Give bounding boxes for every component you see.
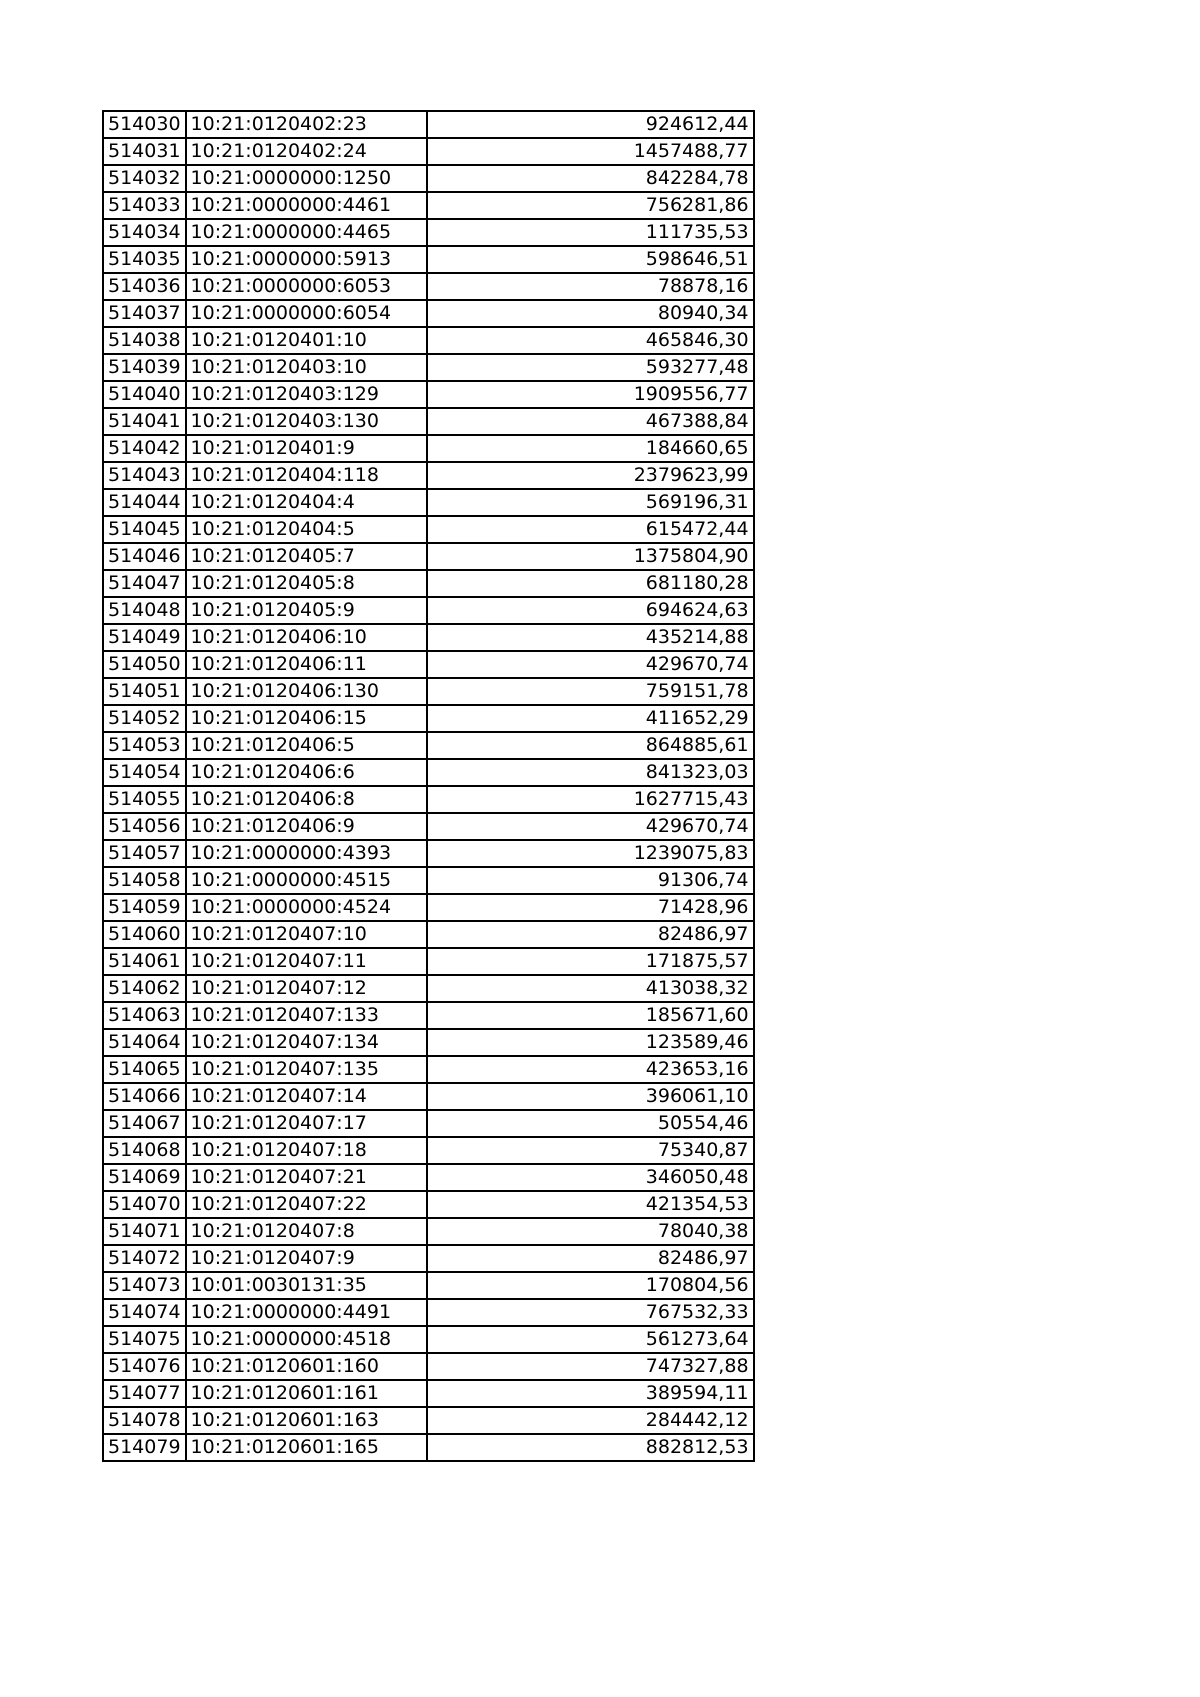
cadastral-number-cell: 10:21:0120601:160: [186, 1353, 427, 1380]
value-cell: 71428,96: [427, 894, 754, 921]
value-cell: 411652,29: [427, 705, 754, 732]
value-cell: 171875,57: [427, 948, 754, 975]
cadastral-number-cell: 10:21:0120401:9: [186, 435, 427, 462]
table-row: [103, 732, 754, 759]
cadastral-number-cell: 10:21:0120405:8: [186, 570, 427, 597]
cadastral-number-cell: 10:21:0120406:15: [186, 705, 427, 732]
cadastral-number-cell: 10:21:0120406:5: [186, 732, 427, 759]
row-id-cell: 514036: [103, 273, 186, 300]
cadastral-number-cell: 10:21:0120407:9: [186, 1245, 427, 1272]
row-id-cell: 514056: [103, 813, 186, 840]
cadastral-number-cell: 10:21:0120403:130: [186, 408, 427, 435]
cadastral-number-cell: 10:21:0120407:14: [186, 1083, 427, 1110]
value-cell: 2379623,99: [427, 462, 754, 489]
value-cell: 346050,48: [427, 1164, 754, 1191]
table-row: [103, 813, 754, 840]
row-id-cell: 514065: [103, 1056, 186, 1083]
cadastral-number-cell: 10:21:0000000:4524: [186, 894, 427, 921]
table-row: [103, 840, 754, 867]
value-cell: 569196,31: [427, 489, 754, 516]
row-id-cell: 514030: [103, 111, 186, 138]
value-cell: 185671,60: [427, 1002, 754, 1029]
row-id-cell: 514051: [103, 678, 186, 705]
value-cell: 598646,51: [427, 246, 754, 273]
row-id-cell: 514038: [103, 327, 186, 354]
cadastral-number-cell: 10:21:0120406:8: [186, 786, 427, 813]
table-row: [103, 1353, 754, 1380]
row-id-cell: 514079: [103, 1434, 186, 1461]
table-row: [103, 948, 754, 975]
value-cell: 842284,78: [427, 165, 754, 192]
row-id-cell: 514034: [103, 219, 186, 246]
value-cell: 423653,16: [427, 1056, 754, 1083]
table-row: [103, 1407, 754, 1434]
cadastral-number-cell: 10:21:0120402:24: [186, 138, 427, 165]
table-row: [103, 597, 754, 624]
row-id-cell: 514037: [103, 300, 186, 327]
table-row: [103, 1002, 754, 1029]
cadastral-number-cell: 10:21:0120407:21: [186, 1164, 427, 1191]
table-row: [103, 165, 754, 192]
row-id-cell: 514067: [103, 1110, 186, 1137]
value-cell: 78878,16: [427, 273, 754, 300]
cadastral-number-cell: 10:21:0120407:8: [186, 1218, 427, 1245]
row-id-cell: 514050: [103, 651, 186, 678]
cadastral-number-cell: 10:21:0120404:5: [186, 516, 427, 543]
cadastral-number-cell: 10:21:0120404:4: [186, 489, 427, 516]
value-cell: 759151,78: [427, 678, 754, 705]
value-cell: 882812,53: [427, 1434, 754, 1461]
table-row: [103, 651, 754, 678]
cadastral-number-cell: 10:21:0120601:161: [186, 1380, 427, 1407]
table-row: [103, 219, 754, 246]
row-id-cell: 514032: [103, 165, 186, 192]
cadastral-number-cell: 10:21:0000000:4393: [186, 840, 427, 867]
cadastral-number-cell: 10:21:0000000:6054: [186, 300, 427, 327]
table-row: [103, 246, 754, 273]
table-row: [103, 516, 754, 543]
row-id-cell: 514052: [103, 705, 186, 732]
row-id-cell: 514043: [103, 462, 186, 489]
cadastral-number-cell: 10:21:0000000:4518: [186, 1326, 427, 1353]
table-row: [103, 975, 754, 1002]
cadastral-number-cell: 10:21:0120401:10: [186, 327, 427, 354]
cadastral-number-cell: 10:21:0120406:9: [186, 813, 427, 840]
row-id-cell: 514057: [103, 840, 186, 867]
value-cell: 184660,65: [427, 435, 754, 462]
row-id-cell: 514060: [103, 921, 186, 948]
table-row: [103, 570, 754, 597]
row-id-cell: 514068: [103, 1137, 186, 1164]
value-cell: 841323,03: [427, 759, 754, 786]
row-id-cell: 514059: [103, 894, 186, 921]
table-row: [103, 678, 754, 705]
value-cell: 389594,11: [427, 1380, 754, 1407]
cadastral-number-cell: 10:21:0000000:4465: [186, 219, 427, 246]
table-row: [103, 138, 754, 165]
cadastral-number-cell: 10:21:0120403:129: [186, 381, 427, 408]
cadastral-number-cell: 10:21:0120407:17: [186, 1110, 427, 1137]
cadastral-number-cell: 10:21:0120402:23: [186, 111, 427, 138]
row-id-cell: 514046: [103, 543, 186, 570]
table-row: [103, 489, 754, 516]
value-cell: 1239075,83: [427, 840, 754, 867]
cadastral-number-cell: 10:21:0120601:163: [186, 1407, 427, 1434]
table-row: [103, 624, 754, 651]
cadastral-number-cell: 10:21:0120407:18: [186, 1137, 427, 1164]
value-cell: 50554,46: [427, 1110, 754, 1137]
row-id-cell: 514042: [103, 435, 186, 462]
value-cell: 747327,88: [427, 1353, 754, 1380]
table-row: [103, 1056, 754, 1083]
row-id-cell: 514070: [103, 1191, 186, 1218]
cadastral-number-cell: 10:21:0120407:11: [186, 948, 427, 975]
value-cell: 681180,28: [427, 570, 754, 597]
table-row: [103, 1380, 754, 1407]
row-id-cell: 514049: [103, 624, 186, 651]
row-id-cell: 514064: [103, 1029, 186, 1056]
table-row: [103, 1137, 754, 1164]
table-row: [103, 1110, 754, 1137]
row-id-cell: 514040: [103, 381, 186, 408]
table-row: [103, 1245, 754, 1272]
row-id-cell: 514075: [103, 1326, 186, 1353]
row-id-cell: 514055: [103, 786, 186, 813]
value-cell: 864885,61: [427, 732, 754, 759]
value-cell: 429670,74: [427, 651, 754, 678]
cadastral-number-cell: 10:21:0120407:22: [186, 1191, 427, 1218]
cadastral-number-cell: 10:21:0000000:5913: [186, 246, 427, 273]
table-row: [103, 1272, 754, 1299]
cadastral-number-cell: 10:21:0000000:4515: [186, 867, 427, 894]
value-cell: 123589,46: [427, 1029, 754, 1056]
table-row: [103, 543, 754, 570]
value-cell: 82486,97: [427, 1245, 754, 1272]
value-cell: 1909556,77: [427, 381, 754, 408]
row-id-cell: 514061: [103, 948, 186, 975]
table-row: [103, 1164, 754, 1191]
cadastral-number-cell: 10:21:0120405:9: [186, 597, 427, 624]
table-row: [103, 786, 754, 813]
cadastral-number-cell: 10:21:0000000:6053: [186, 273, 427, 300]
table-row: [103, 462, 754, 489]
row-id-cell: 514033: [103, 192, 186, 219]
value-cell: 429670,74: [427, 813, 754, 840]
cadastral-number-cell: 10:21:0120407:134: [186, 1029, 427, 1056]
row-id-cell: 514053: [103, 732, 186, 759]
value-cell: 1627715,43: [427, 786, 754, 813]
data-table: [102, 110, 755, 1462]
cadastral-number-cell: 10:21:0000000:4461: [186, 192, 427, 219]
value-cell: 80940,34: [427, 300, 754, 327]
table-row: [103, 1434, 754, 1461]
table-row: [103, 381, 754, 408]
cadastral-number-cell: 10:21:0120406:6: [186, 759, 427, 786]
cadastral-number-cell: 10:21:0120405:7: [186, 543, 427, 570]
row-id-cell: 514071: [103, 1218, 186, 1245]
cadastral-number-cell: 10:21:0120407:10: [186, 921, 427, 948]
value-cell: 561273,64: [427, 1326, 754, 1353]
row-id-cell: 514074: [103, 1299, 186, 1326]
value-cell: 767532,33: [427, 1299, 754, 1326]
value-cell: 465846,30: [427, 327, 754, 354]
table-row: [103, 759, 754, 786]
value-cell: 593277,48: [427, 354, 754, 381]
value-cell: 170804,56: [427, 1272, 754, 1299]
table-row: [103, 1191, 754, 1218]
row-id-cell: 514031: [103, 138, 186, 165]
cadastral-number-cell: 10:21:0120601:165: [186, 1434, 427, 1461]
value-cell: 756281,86: [427, 192, 754, 219]
row-id-cell: 514076: [103, 1353, 186, 1380]
value-cell: 78040,38: [427, 1218, 754, 1245]
cadastral-number-cell: 10:21:0120407:135: [186, 1056, 427, 1083]
table-row: [103, 705, 754, 732]
value-cell: 694624,63: [427, 597, 754, 624]
value-cell: 421354,53: [427, 1191, 754, 1218]
row-id-cell: 514078: [103, 1407, 186, 1434]
row-id-cell: 514048: [103, 597, 186, 624]
table-row: [103, 921, 754, 948]
row-id-cell: 514045: [103, 516, 186, 543]
cadastral-number-cell: 10:21:0120403:10: [186, 354, 427, 381]
table-row: [103, 894, 754, 921]
cadastral-number-cell: 10:21:0120406:130: [186, 678, 427, 705]
row-id-cell: 514058: [103, 867, 186, 894]
cadastral-number-cell: 10:21:0120404:118: [186, 462, 427, 489]
row-id-cell: 514073: [103, 1272, 186, 1299]
table-row: [103, 1218, 754, 1245]
value-cell: 435214,88: [427, 624, 754, 651]
table-row: [103, 192, 754, 219]
table-row: [103, 300, 754, 327]
value-cell: 82486,97: [427, 921, 754, 948]
value-cell: 91306,74: [427, 867, 754, 894]
row-id-cell: 514035: [103, 246, 186, 273]
row-id-cell: 514066: [103, 1083, 186, 1110]
table-row: [103, 408, 754, 435]
row-id-cell: 514063: [103, 1002, 186, 1029]
value-cell: 111735,53: [427, 219, 754, 246]
value-cell: 75340,87: [427, 1137, 754, 1164]
value-cell: 467388,84: [427, 408, 754, 435]
value-cell: 413038,32: [427, 975, 754, 1002]
table-row: [103, 867, 754, 894]
row-id-cell: 514069: [103, 1164, 186, 1191]
row-id-cell: 514072: [103, 1245, 186, 1272]
row-id-cell: 514077: [103, 1380, 186, 1407]
row-id-cell: 514047: [103, 570, 186, 597]
cadastral-number-cell: 10:01:0030131:35: [186, 1272, 427, 1299]
value-cell: 284442,12: [427, 1407, 754, 1434]
row-id-cell: 514062: [103, 975, 186, 1002]
table-row: [103, 111, 754, 138]
table-row: [103, 354, 754, 381]
row-id-cell: 514041: [103, 408, 186, 435]
cadastral-number-cell: 10:21:0120406:11: [186, 651, 427, 678]
row-id-cell: 514039: [103, 354, 186, 381]
cadastral-number-cell: 10:21:0120407:133: [186, 1002, 427, 1029]
table-row: [103, 327, 754, 354]
table-row: [103, 1083, 754, 1110]
value-cell: 924612,44: [427, 111, 754, 138]
cadastral-number-cell: 10:21:0000000:4491: [186, 1299, 427, 1326]
table-row: [103, 1326, 754, 1353]
value-cell: 1375804,90: [427, 543, 754, 570]
table-row: [103, 435, 754, 462]
row-id-cell: 514044: [103, 489, 186, 516]
table-row: [103, 1029, 754, 1056]
cadastral-number-cell: 10:21:0000000:1250: [186, 165, 427, 192]
cadastral-number-cell: 10:21:0120407:12: [186, 975, 427, 1002]
value-cell: 396061,10: [427, 1083, 754, 1110]
table-row: [103, 273, 754, 300]
value-cell: 615472,44: [427, 516, 754, 543]
cadastral-number-cell: 10:21:0120406:10: [186, 624, 427, 651]
value-cell: 1457488,77: [427, 138, 754, 165]
table-body: [103, 111, 754, 1461]
row-id-cell: 514054: [103, 759, 186, 786]
table-row: [103, 1299, 754, 1326]
